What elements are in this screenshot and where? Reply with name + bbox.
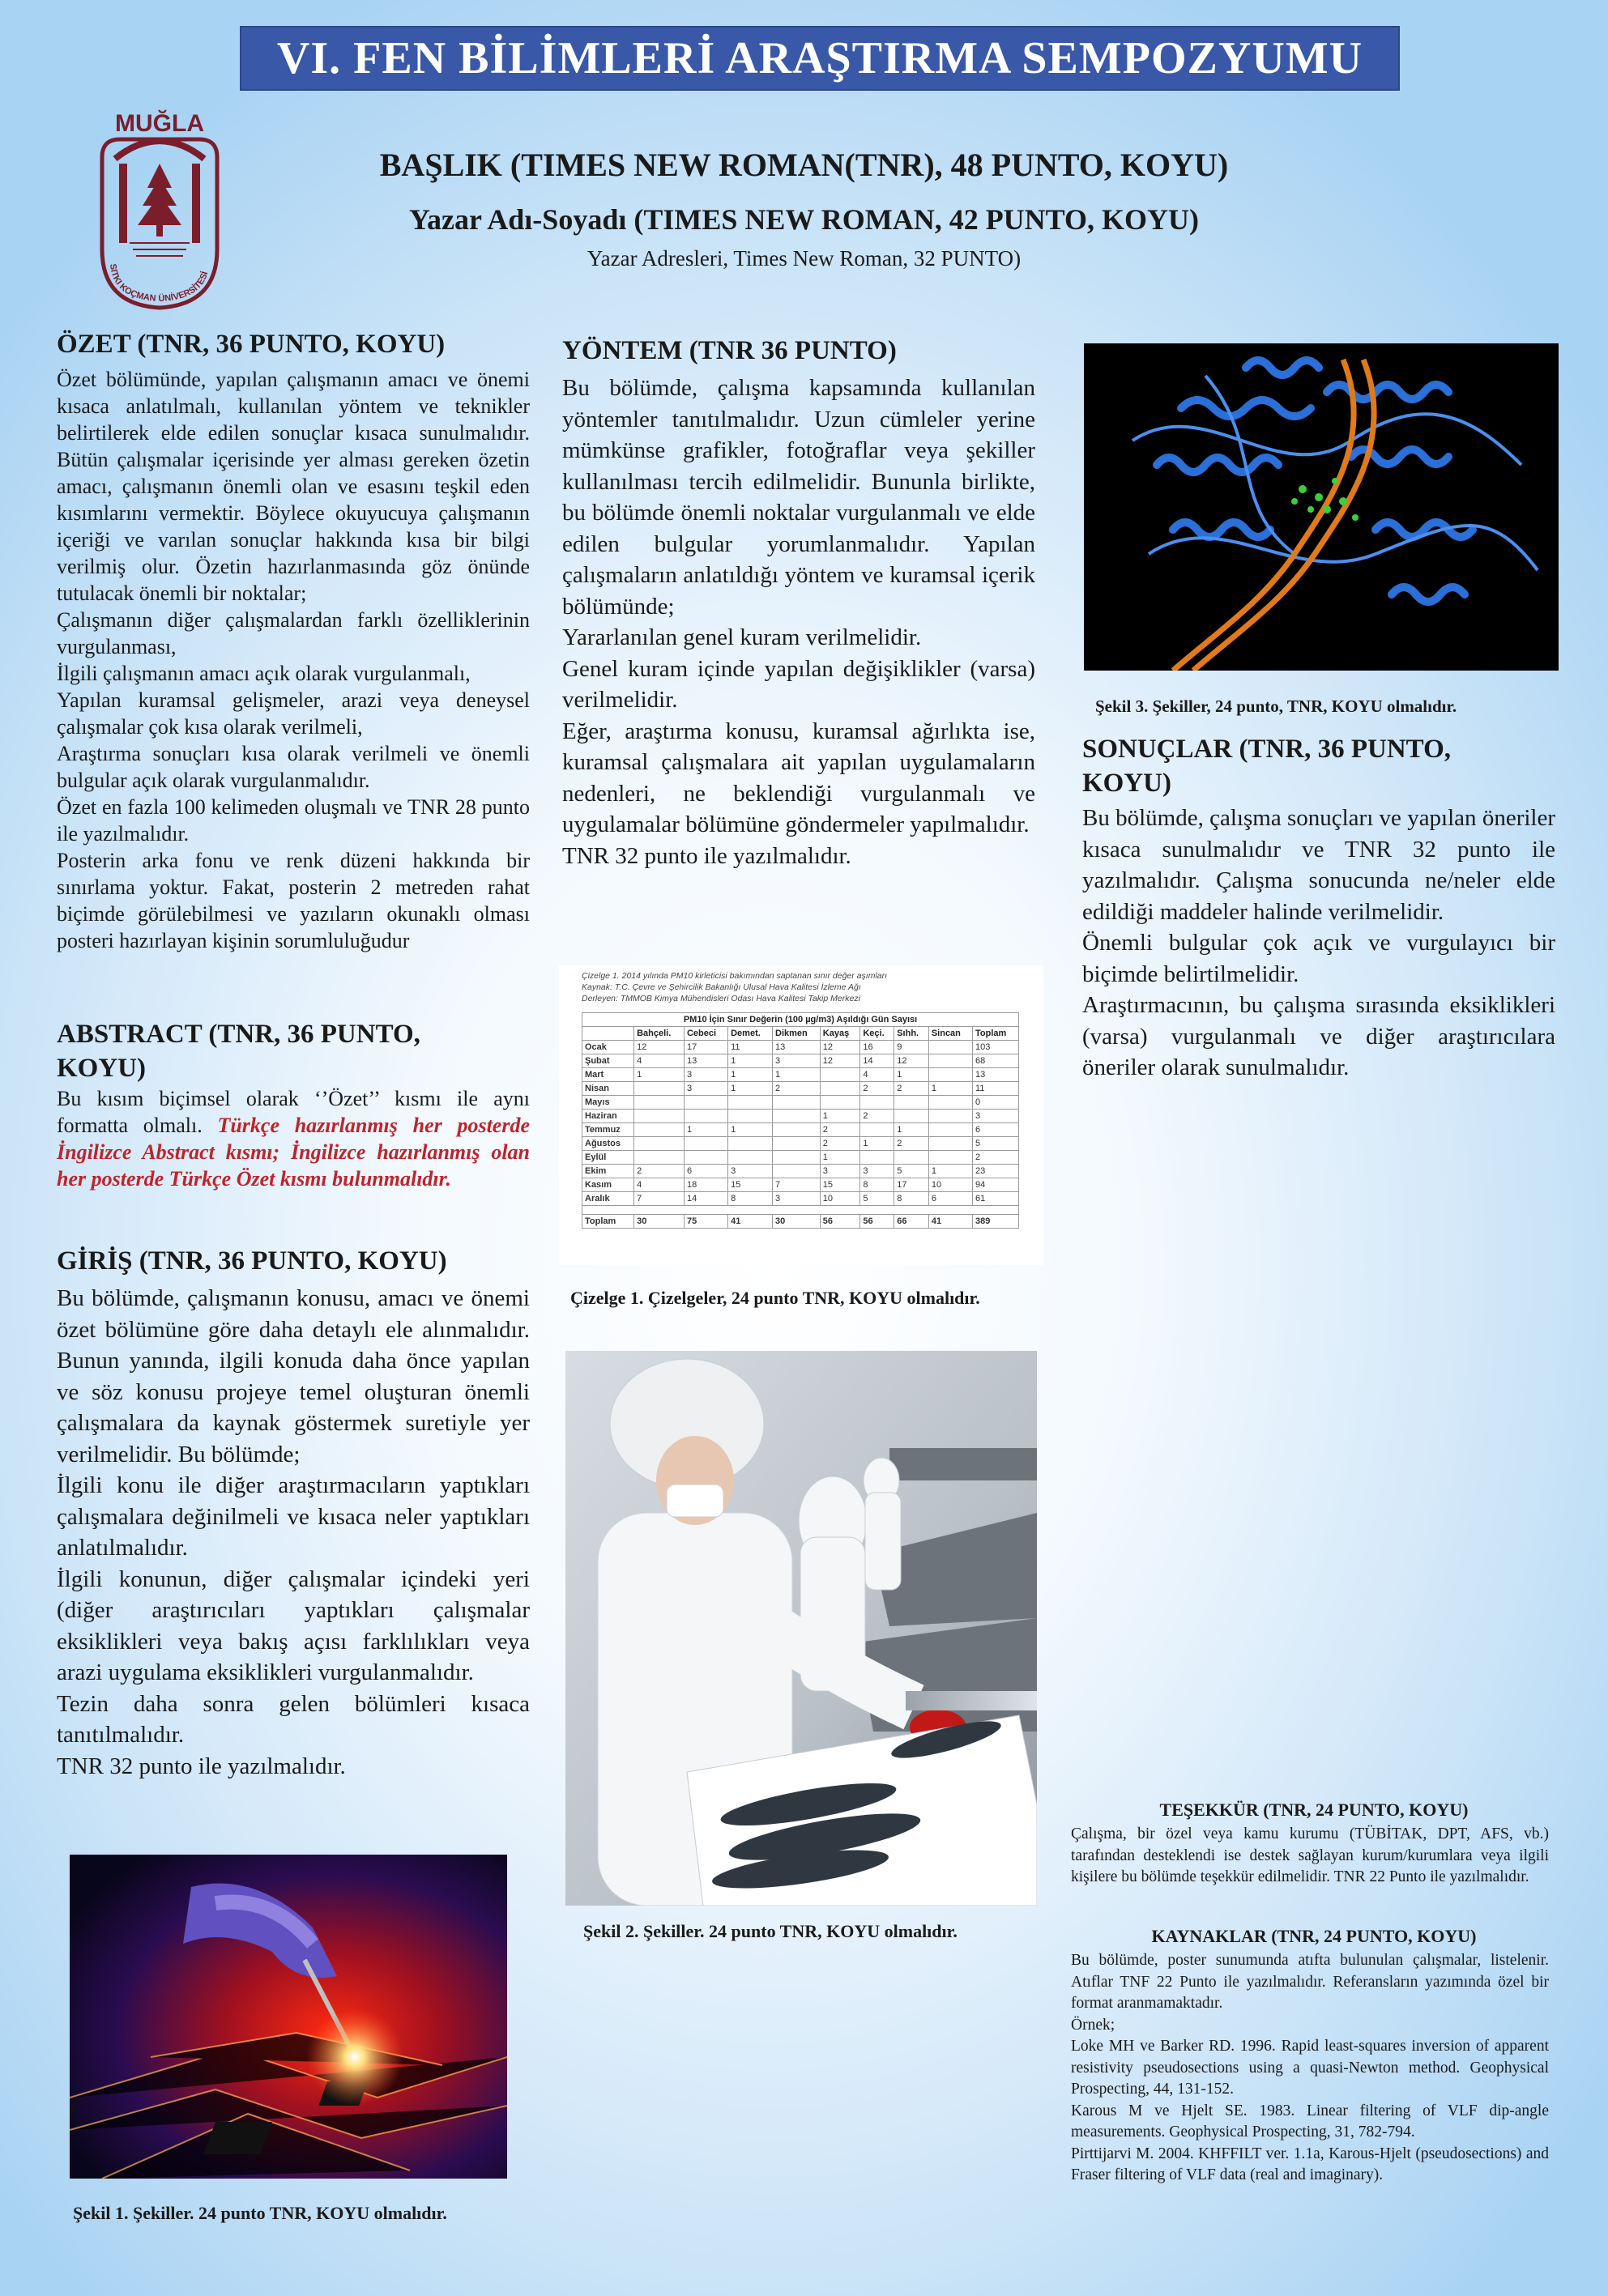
ozet-paragraph: Özet en fazla 100 kelimeden oluşmalı ve TNR 28 punto ile yazılmalıdır. <box>57 795 530 846</box>
figure-3-caption: Şekil 3. Şekiller, 24 punto, TNR, KOYU olmalıdır. <box>1095 696 1457 716</box>
table-total-row <box>582 1215 1019 1229</box>
row-label-cell: Kasım <box>582 1178 634 1192</box>
sonuclar-paragraph: Önemli bulgular çok açık ve vurgulayıcı bir biçimde belirtilmelidir. <box>1082 930 1555 987</box>
table-cell: 1 <box>728 1054 773 1068</box>
ozet-text <box>57 366 530 954</box>
row-label-cell: Eylül <box>582 1151 634 1165</box>
table-cell: 11 <box>728 1041 773 1054</box>
table-cell <box>773 1137 821 1151</box>
table-cell <box>860 1123 894 1137</box>
yontem-paragraph: Yararlanılan genel kuram verilmelidir. <box>562 624 922 650</box>
reference-item: Loke MH ve Barker RD. 1996. Rapid least-squares inversion of apparent resistivity pseudosections using a quasi-Newton method. Geophysical Prospecting, 44, 131-152. <box>1071 2038 1549 2098</box>
table-row <box>582 1151 1019 1165</box>
kaynaklar-intro: Bu bölümde, poster sunumunda atıfta bulunulan çalışmalar, listelenir. Atıflar TNF 22 Punto ile yazılmalıdır. Referansların yazımında özel bir format aranmamaktadır. <box>1071 1952 1549 2012</box>
table-cell: 15 <box>728 1178 773 1192</box>
total-cell: 75 <box>684 1215 727 1229</box>
pm10-table-body <box>582 1041 1019 1229</box>
table-image-header-line: Derleyen: TMMOB Kimya Mühendisleri Odası Hava Kalitesi Takip Merkezi <box>582 994 860 1003</box>
table-cell: 7 <box>773 1178 821 1192</box>
table-cell <box>634 1096 685 1110</box>
total-cell: 56 <box>860 1215 894 1229</box>
table-cell <box>634 1123 685 1137</box>
total-cell: 41 <box>728 1215 773 1229</box>
yontem-heading: YÖNTEM (TNR 36 PUNTO) <box>562 336 897 365</box>
table-cell: 1 <box>684 1123 727 1137</box>
table-1-caption: Çizelge 1. Çizelgeler, 24 punto TNR, KOYU olmalıdır. <box>570 1288 980 1308</box>
author-addresses: Yazar Adresleri, Times New Roman, 32 PUNTO) <box>586 246 1022 270</box>
row-label-cell: Şubat <box>582 1054 634 1068</box>
table-cell: 11 <box>972 1082 1018 1096</box>
table-header-row <box>582 1027 1019 1041</box>
total-cell: 30 <box>634 1215 685 1229</box>
reference-item: Karous M ve Hjelt SE. 1983. Linear filtering of VLF dip-angle measurements. Geophysical Prospecting, 31, 782-794. <box>1071 2102 1549 2141</box>
table-cell <box>928 1110 972 1123</box>
table-row <box>582 1165 1019 1178</box>
table-row <box>582 1110 1019 1123</box>
table-row <box>582 1192 1019 1206</box>
tesekkur-text <box>1071 1824 1549 1889</box>
ozet-paragraph: Araştırma sonuçları kısa olarak verilmeli ve önemli bulgular açık olarak vurgulanmalıdır. <box>57 742 530 792</box>
sonuclar-heading: SONUÇLAR (TNR, 36 PUNTO, KOYU) <box>1082 735 1452 798</box>
row-label-cell: Haziran <box>582 1110 634 1123</box>
table-cell: 2 <box>860 1110 894 1123</box>
table-cell: 2 <box>894 1082 929 1096</box>
table-cell: 94 <box>972 1178 1018 1192</box>
table-cell <box>684 1096 727 1110</box>
ozet-paragraph: İlgili çalışmanın amacı açık olarak vurgulanmalı, <box>57 662 471 685</box>
table-cell <box>928 1096 972 1110</box>
table-cell <box>928 1068 972 1082</box>
ozet-heading: ÖZET (TNR, 36 PUNTO, KOYU) <box>57 330 446 359</box>
table-cell <box>860 1151 894 1165</box>
giris-paragraph: İlgili konunun, diğer çalışmalar içindeki yeri (diğer araştırıcıları yaptıkları çalışmalar eksiklikleri veya bakış açısı farklılıkları veya arazi uygulama eksiklikleri vurgulanmalıdır. <box>57 1565 530 1685</box>
table-image-header-line: Kaynak: T.C. Çevre ve Şehircilik Bakanlığı Ulusal Hava Kalitesi İzleme Ağı <box>582 982 861 992</box>
table-cell <box>894 1096 929 1110</box>
pm10-table <box>582 1012 1019 1229</box>
table-cell <box>634 1151 685 1165</box>
reference-item: Pirttijarvi M. 2004. KHFFILT ver. 1.1a, Karous-Hjelt (pseudosections) and Fraser filtering of VLF data (real and imaginary). <box>1071 2145 1549 2183</box>
table-cell: 1 <box>820 1151 860 1165</box>
row-label-cell: Mayıs <box>582 1096 634 1110</box>
table-row <box>582 1041 1019 1054</box>
tesekkur-heading: TEŞEKKÜR (TNR, 24 PUNTO, KOYU) <box>1159 1800 1469 1820</box>
table-cell: 0 <box>972 1096 1018 1110</box>
table-image-header-line: Çizelge 1. 2014 yılında PM10 kirleticisi bakımından saptanan sınır değer aşımları <box>582 971 888 981</box>
table-cell <box>894 1151 929 1165</box>
table-cell: 9 <box>894 1041 929 1054</box>
table-cell <box>728 1110 773 1123</box>
table-cell: 103 <box>972 1041 1018 1054</box>
table-cell: 14 <box>860 1054 894 1068</box>
table-cell: 1 <box>728 1068 773 1082</box>
table-cell <box>684 1151 727 1165</box>
column-header: Demet. <box>728 1027 773 1041</box>
table-cell <box>773 1151 821 1165</box>
table-cell: 12 <box>820 1041 860 1054</box>
kaynaklar-example-label: Örnek; <box>1071 2016 1115 2034</box>
abstract-normal-text: Bu kısım biçimsel olarak ‘’Özet’’ kısmı ile aynı formatta olmalı. <box>57 1087 530 1137</box>
table-row <box>582 1068 1019 1082</box>
table-cell: 1 <box>728 1123 773 1137</box>
table-cell: 7 <box>634 1192 685 1206</box>
total-cell: 389 <box>972 1215 1018 1229</box>
table-cell: 4 <box>634 1054 685 1068</box>
table-cell: 3 <box>972 1110 1018 1123</box>
giris-paragraph: TNR 32 punto ile yazılmalıdır. <box>57 1753 346 1779</box>
column-header <box>582 1027 634 1041</box>
total-cell: 41 <box>928 1215 972 1229</box>
ozet-paragraph: Özet bölümünde, yapılan çalışmanın amacı ve önemi kısaca anlatılmalı, kullanılan yöntem ve teknikler belirtilerek elde edilen sonuçlar kısaca sunulmalıdır. Bütün çalışmalar içerisinde yer alması gereken özetin amacı, çalışmanın önemli olan ve esasını teşkil eden kısımlarını vermektir. Böylece okuyucuya çalışmanın içeriği ve varılan sonuçlar hakkında kısa bir bilgi verilmiş olur. Özetin hazırlanmasında göz önünde tutulacak önemli bir noktalar; <box>57 368 530 605</box>
total-label-cell: Toplam <box>582 1215 634 1229</box>
table-row <box>582 1123 1019 1137</box>
table-row <box>582 1096 1019 1110</box>
table-cell: 8 <box>728 1192 773 1206</box>
table-cell <box>860 1096 894 1110</box>
table-cell: 5 <box>860 1192 894 1206</box>
giris-paragraph: İlgili konu ile diğer araştırmacıların yaptıkları çalışmalara değinilmeli ve kısaca neler yaptıkları anlatılmalıdır. <box>57 1472 530 1561</box>
table-cell: 1 <box>728 1082 773 1096</box>
table-cell: 12 <box>634 1041 685 1054</box>
yontem-paragraph: Genel kuram içinde yapılan değişiklikler (varsa) verilmelidir. <box>562 655 1035 713</box>
row-label-cell: Nisan <box>582 1082 634 1096</box>
total-cell: 30 <box>773 1215 821 1229</box>
table-cell: 13 <box>684 1054 727 1068</box>
table-cell <box>773 1165 821 1178</box>
table-cell: 68 <box>972 1054 1018 1068</box>
yontem-paragraph: Bu bölümde, çalışma kapsamında kullanılan yöntemler tanıtılmalıdır. Uzun cümleler yerine mümkünse grafikler, fotoğraflar veya şekiller kullanılması tercih edilmelidir. Bununla birlikte, bu bölümde önemli noktalar vurgulanmalı ve elde edilen bulgular yorumlanmalıdır. Yapılan çalışmaların anlatıldığı yöntem ve kuramsal içerik bölümünde; <box>562 375 1035 620</box>
ozet-paragraph: Çalışmanın diğer çalışmalardan farklı özelliklerinin vurgulanması, <box>57 608 530 658</box>
yontem-text <box>562 373 1035 871</box>
figure-2-image <box>565 1351 1037 1906</box>
column-header: Sincan <box>928 1027 972 1041</box>
table-cell <box>728 1151 773 1165</box>
table-cell: 2 <box>773 1082 821 1096</box>
table-cell: 3 <box>820 1165 860 1178</box>
table-cell <box>634 1110 685 1123</box>
ozet-paragraph: Yapılan kuramsal gelişmeler, arazi veya deneysel çalışmalar çok kısa olarak verilmeli, <box>57 688 530 739</box>
table-cell <box>773 1110 821 1123</box>
table-cell <box>773 1123 821 1137</box>
giris-heading: GİRİŞ (TNR, 36 PUNTO, KOYU) <box>57 1246 447 1276</box>
table-cell: 8 <box>860 1178 894 1192</box>
table-cell: 10 <box>928 1178 972 1192</box>
table-cell <box>928 1137 972 1151</box>
logo-top-text: MUĞLA <box>115 110 204 137</box>
table-cell <box>820 1082 860 1096</box>
table-cell: 6 <box>684 1165 727 1178</box>
table-cell: 2 <box>972 1151 1018 1165</box>
table-cell: 1 <box>860 1137 894 1151</box>
table-cell <box>928 1054 972 1068</box>
figure-2-caption: Şekil 2. Şekiller. 24 punto TNR, KOYU olmalıdır. <box>583 1921 958 1941</box>
column-header: Keçi. <box>860 1027 894 1041</box>
table-cell <box>894 1110 929 1123</box>
abstract-red-note: Türkçe hazırlanmış her posterde İngilizce Abstract kısmı; İngilizce hazırlanmış olan her posterde Türkçe Özet kısmı bulunmalıdır. <box>57 1114 530 1191</box>
row-label-cell: Ocak <box>582 1041 634 1054</box>
figure-1-image <box>70 1855 507 2179</box>
table-cell: 61 <box>972 1192 1018 1206</box>
table-cell: 6 <box>928 1192 972 1206</box>
figure-1-caption: Şekil 1. Şekiller. 24 punto TNR, KOYU olmalıdır. <box>73 2203 447 2223</box>
table-cell: 8 <box>894 1192 929 1206</box>
table-cell: 3 <box>684 1082 727 1096</box>
symposium-banner: VI. FEN BİLİMLERİ ARAŞTIRMA SEMPOZYUMU <box>240 26 1400 91</box>
yontem-paragraph: TNR 32 punto ile yazılmalıdır. <box>562 842 851 869</box>
giris-paragraph: Tezin daha sonra gelen bölümleri kısaca tanıtılmalıdır. <box>57 1690 530 1748</box>
column-header: Kayaş <box>820 1027 860 1041</box>
table-cell <box>820 1096 860 1110</box>
table-cell: 2 <box>634 1165 685 1178</box>
table-cell <box>928 1151 972 1165</box>
row-label-cell: Aralık <box>582 1192 634 1206</box>
table-cell: 10 <box>820 1192 860 1206</box>
table-cell: 13 <box>972 1068 1018 1082</box>
table-cell: 2 <box>894 1137 929 1151</box>
figure-3-image <box>1084 343 1559 671</box>
table-cell: 5 <box>894 1165 929 1178</box>
table-cell: 2 <box>820 1123 860 1137</box>
table-spacer-row <box>582 1206 1019 1215</box>
column-header: Dikmen <box>773 1027 821 1041</box>
table-row <box>582 1137 1019 1151</box>
kaynaklar-heading: KAYNAKLAR (TNR, 24 PUNTO, KOYU) <box>1151 1926 1477 1946</box>
table-cell: 14 <box>684 1192 727 1206</box>
table-cell: 16 <box>860 1041 894 1054</box>
table-cell: 12 <box>820 1054 860 1068</box>
table-cell: 1 <box>928 1165 972 1178</box>
table-cell <box>728 1096 773 1110</box>
table-cell: 15 <box>820 1178 860 1192</box>
table-cell <box>928 1123 972 1137</box>
table-cell: 4 <box>634 1178 685 1192</box>
table-image <box>559 965 1043 1265</box>
table-cell: 1 <box>894 1123 929 1137</box>
table-cell: 1 <box>820 1110 860 1123</box>
sonuclar-paragraph: Bu bölümde, çalışma sonuçları ve yapılan öneriler kısaca sunulmalıdır ve TNR 32 punto ile yazılmalıdır. Çalışma sonucunda ne/neler elde edildiği maddeler halinde verilmelidir. <box>1082 805 1555 925</box>
total-cell: 66 <box>894 1215 929 1229</box>
table-cell <box>728 1137 773 1151</box>
row-label-cell: Mart <box>582 1068 634 1082</box>
table-cell: 1 <box>634 1068 685 1082</box>
table-cell: 3 <box>728 1165 773 1178</box>
table-cell <box>684 1110 727 1123</box>
table-cell: 12 <box>894 1054 929 1068</box>
table-cell <box>634 1137 685 1151</box>
abstract-text <box>57 1085 530 1192</box>
sonuclar-paragraph: Araştırmacının, bu çalışma sırasında eksiklikleri (varsa) vurgulanmalı ve diğer araştırıcılara öneriler olarak sunulmalıdır. <box>1082 992 1555 1080</box>
table-cell: 5 <box>972 1137 1018 1151</box>
table-cell: 2 <box>820 1137 860 1151</box>
row-label-cell: Ekim <box>582 1165 634 1178</box>
table-row <box>582 1178 1019 1192</box>
table-cell <box>928 1041 972 1054</box>
row-label-cell: Ağustos <box>582 1137 634 1151</box>
table-cell: 3 <box>773 1192 821 1206</box>
table-cell: 13 <box>773 1041 821 1054</box>
table-cell <box>684 1137 727 1151</box>
table-cell <box>773 1096 821 1110</box>
table-cell: 18 <box>684 1178 727 1192</box>
column-header: Cebeci <box>684 1027 727 1041</box>
table-row <box>582 1054 1019 1068</box>
poster-title: BAŞLIK (TIMES NEW ROMAN(TNR), 48 PUNTO, KOYU) <box>379 147 1229 183</box>
table-cell: 23 <box>972 1165 1018 1178</box>
table-cell: 3 <box>684 1068 727 1082</box>
table-cell: 1 <box>773 1068 821 1082</box>
table-cell: 1 <box>894 1068 929 1082</box>
kaynaklar-text <box>1071 1950 1549 2187</box>
table-cell: 1 <box>928 1082 972 1096</box>
table-cell: 6 <box>972 1123 1018 1137</box>
table-cell: 2 <box>860 1082 894 1096</box>
sonuclar-text <box>1082 803 1555 1084</box>
column-header: Toplam <box>972 1027 1018 1041</box>
column-header: Bahçeli. <box>634 1027 685 1041</box>
tesekkur-paragraph: Çalışma, bir özel veya kamu kurumu (TÜBİTAK, DPT, AFS, vb.) tarafından desteklendi ise destek sağlayan kurum/kurumlara veya ilgili kişilere bu bölümde teşekkür edilmelidir. TNR 22 Punto ile yazılmalıdır. <box>1071 1825 1549 1885</box>
yontem-paragraph: Eğer, araştırma konusu, kuramsal ağırlıkta ise, kuramsal çalışmalara ait yapılan uygulamaların nedenleri, ne beklendiği vurgulanmalı ve uygulamalar bölümüne göndermeler yapılmalıdır. <box>562 718 1035 837</box>
authors: Yazar Adı-Soyadı (TIMES NEW ROMAN, 42 PUNTO, KOYU) <box>408 203 1200 236</box>
table-row <box>582 1082 1019 1096</box>
table-cell: 4 <box>860 1068 894 1082</box>
giris-paragraph: Bu bölümde, çalışmanın konusu, amacı ve önemi özet bölümüne göre daha detaylı ele alınmalıdır. Bunun yanında, ilgili konuda daha önce yapılan ve söz konusu projeye temel oluşturan önemli çalışmalara da kaynak göstermek suretiyle yer verilmelidir. Bu bölümde; <box>57 1285 530 1467</box>
table-cell: 17 <box>684 1041 727 1054</box>
table-cell <box>820 1068 860 1082</box>
logo-ring-text: SITKI KOÇMAN ÜNİVERSİTESİ <box>108 263 211 305</box>
total-cell: 56 <box>820 1215 860 1229</box>
table-cell: 3 <box>860 1165 894 1178</box>
column-header: Sıhh. <box>894 1027 929 1041</box>
giris-text <box>57 1283 530 1782</box>
table-cell: 3 <box>773 1054 821 1068</box>
pm10-table-title: PM10 İçin Sınır Değerin (100 µg/m3) Aşıldığı Gün Sayısı <box>582 1013 1019 1027</box>
row-label-cell: Temmuz <box>582 1123 634 1137</box>
table-cell: 17 <box>894 1178 929 1192</box>
abstract-heading: ABSTRACT (TNR, 36 PUNTO, KOYU) <box>57 1020 420 1083</box>
table-cell <box>634 1082 685 1096</box>
ozet-paragraph: Posterin arka fonu ve renk düzeni hakkında bir sınırlama yoktur. Fakat, posterin 2 metreden rahat biçimde görülebilmesi ve yazıların okunaklı olması posteri hazırlayan kişinin sorumluluğudur <box>57 849 530 952</box>
